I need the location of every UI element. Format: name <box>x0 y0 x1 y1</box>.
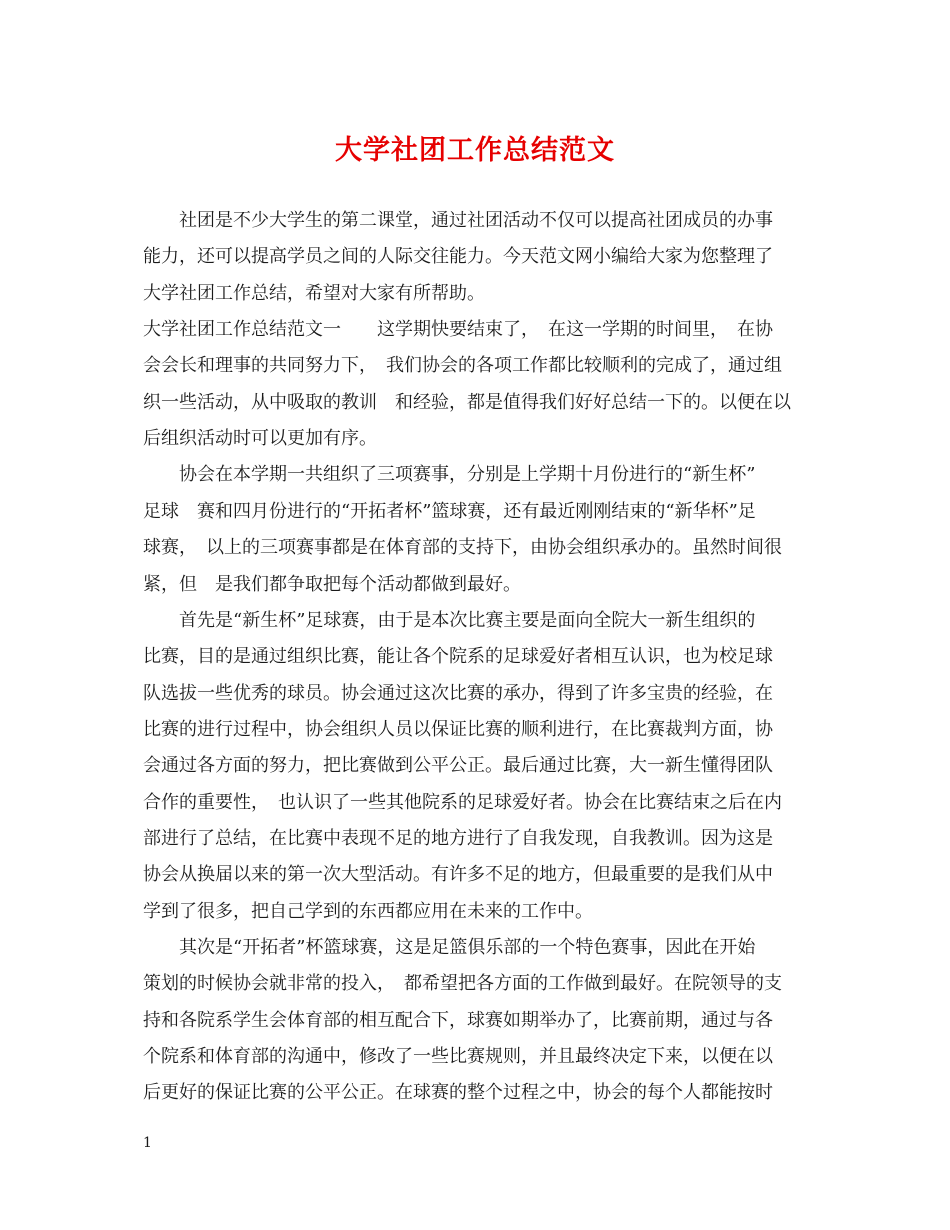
body-line: 首先是“新生杯”足球赛，由于是本次比赛主要是面向全院大一新生组织的 <box>143 609 756 631</box>
body-line: 持和各院系学生会体育部的相互配合下，球赛如期举办了，比赛前期，通过与各 <box>143 1009 773 1031</box>
body-line: 比赛，目的是通过组织比赛，能让各个院系的足球爱好者相互认识，也为校足球 <box>143 646 773 668</box>
body-line: 紧，但 是我们都争取把每个活动都做到最好。 <box>143 573 521 595</box>
body-line: 大学社团工作总结范文一 这学期快要结束了， 在这一学期的时间里， 在协 <box>143 319 773 341</box>
document-title: 大学社团工作总结范文 <box>335 135 615 166</box>
body-line: 个院系和体育部的沟通中，修改了一些比赛规则，并且最终决定下来，以便在以 <box>143 1046 773 1068</box>
body-line: 会通过各方面的努力，把比赛做到公平公正。最后通过比赛，大一新生懂得团队 <box>143 755 773 777</box>
body-line: 协会从换届以来的第一次大型活动。有许多不足的地方，但最重要的是我们从中 <box>143 864 773 886</box>
body-line: 合作的重要性， 也认识了一些其他院系的足球爱好者。协会在比赛结束之后在内 <box>143 791 782 813</box>
body-line: 大学社团工作总结，希望对大家有所帮助。 <box>143 282 485 304</box>
body-line: 比赛的进行过程中，协会组织人员以保证比赛的顺利进行，在比赛裁判方面，协 <box>143 718 773 740</box>
body-line: 球赛， 以上的三项赛事都是在体育部的支持下，由协会组织承办的。虽然时间很 <box>143 537 782 559</box>
body-line: 队选拔一些优秀的球员。协会通过这次比赛的承办，得到了许多宝贵的经验，在 <box>143 682 773 704</box>
body-line: 后更好的保证比赛的公平公正。在球赛的整个过程之中，协会的每个人都能按时 <box>143 1082 773 1104</box>
body-line: 织一些活动，从中吸取的教训 和经验，都是值得我们好好总结一下的。以便在以 <box>143 391 791 413</box>
body-line: 社团是不少大学生的第二课堂，通过社团活动不仅可以提高社团成员的办事 <box>143 210 773 231</box>
body-line: 学到了很多，把自己学到的东西都应用在未来的工作中。 <box>143 900 593 922</box>
body-line: 能力，还可以提高学员之间的人际交往能力。今天范文网小编给大家为您整理了 <box>143 246 773 268</box>
body-line: 会会长和理事的共同努力下， 我们协会的各项工作都比较顺利的完成了，通过组 <box>143 355 782 377</box>
body-line: 其次是“开拓者”杯篮球赛，这是足篮俱乐部的一个特色赛事，因此在开始 <box>143 937 756 958</box>
body-line: 协会在本学期一共组织了三项赛事，分别是上学期十月份进行的“新生杯” <box>143 464 756 486</box>
body-line: 后组织活动时可以更加有序。 <box>143 428 377 450</box>
body-line: 足球 赛和四月份进行的“开拓者杯”篮球赛，还有最近刚刚结束的“新华杯”足 <box>143 500 756 522</box>
page-number: 1 <box>143 1135 152 1151</box>
body-line: 策划的时候协会就非常的投入， 都希望把各方面的工作做到最好。在院领导的支 <box>143 973 782 995</box>
body-line: 部进行了总结，在比赛中表现不足的地方进行了自我发现，自我教训。因为这是 <box>143 827 773 849</box>
